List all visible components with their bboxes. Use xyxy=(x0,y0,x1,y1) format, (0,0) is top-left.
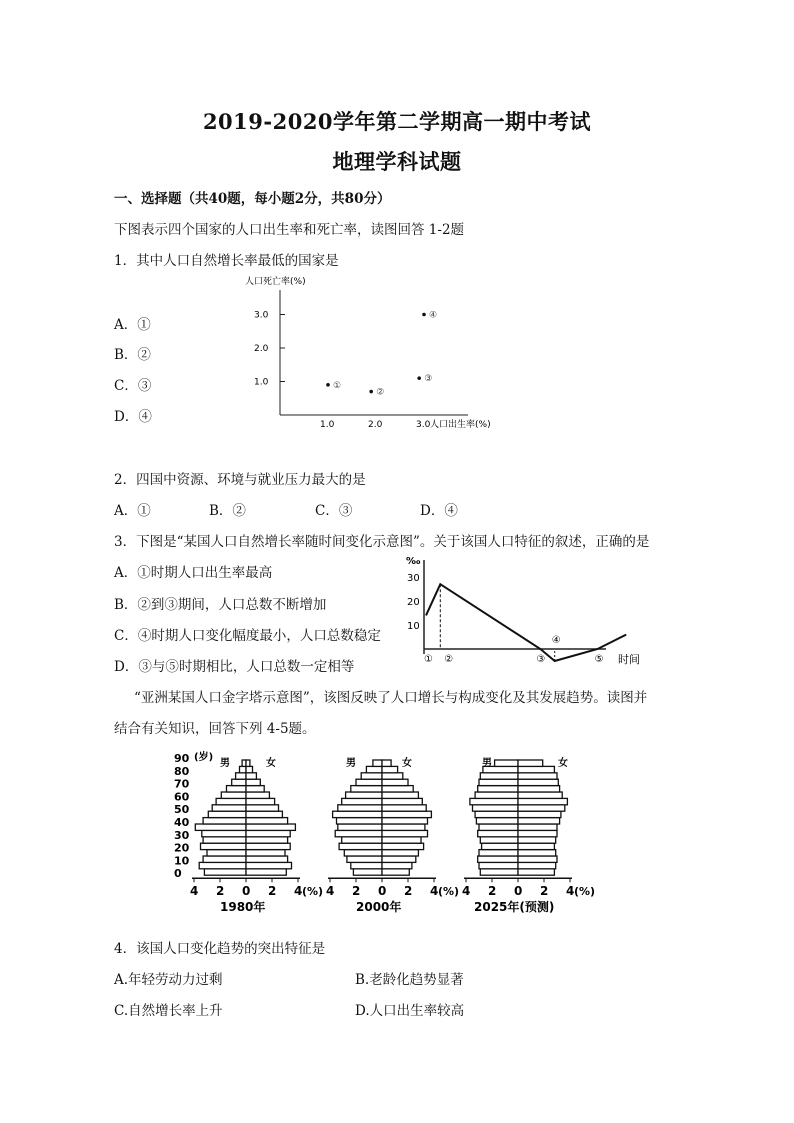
pyramid-male-bar xyxy=(475,792,518,798)
pyramid-female-bar xyxy=(518,786,560,792)
chart3-age-tick: 80 xyxy=(174,764,190,778)
pyramid-x-tick-label: 2 xyxy=(216,884,225,899)
chart3-age-tick: 60 xyxy=(174,790,190,804)
q4-option-b[interactable]: B.老龄化趋势显著 xyxy=(355,972,464,988)
q1-stem: 1．其中人口自然增长率最低的国家是 xyxy=(114,253,339,269)
pyramid-male-bar xyxy=(221,792,246,798)
pyramid-female-bar xyxy=(518,869,554,875)
pyramid-male-label: 男 xyxy=(346,758,356,769)
pyramid-male-bar xyxy=(347,856,382,862)
pyramid-female-bar xyxy=(246,830,290,836)
pyramid-female-bar xyxy=(246,843,290,849)
pyramid-female-bar xyxy=(518,830,557,836)
pyramid-male-bar xyxy=(203,856,246,862)
q3-option-b[interactable]: B．②到③期间，人口总数不断增加 xyxy=(114,597,327,613)
q3-option-d[interactable]: D．③与⑤时期相比，人口总数一定相等 xyxy=(114,659,355,675)
chart2-point-label: ① xyxy=(424,654,433,665)
pyramid-female-label: 女 xyxy=(402,758,412,769)
pyramid-female-bar xyxy=(382,824,425,830)
pyramid-female-bar xyxy=(382,837,421,843)
pyramid-female-bar xyxy=(518,760,543,766)
exam-title: 2019-2020学年第二学期高一期中考试 xyxy=(202,109,592,134)
pyramid-male-bar xyxy=(335,830,382,836)
pyramid-female-bar xyxy=(246,786,264,792)
pyramid-female-bar xyxy=(518,824,557,830)
exam-subtitle: 地理学科试题 xyxy=(332,149,462,174)
pyramid-female-bar xyxy=(518,805,565,811)
q4-option-d[interactable]: D.人口出生率较高 xyxy=(355,1003,465,1019)
pyramid-x-tick-label: 2 xyxy=(268,884,277,899)
chart3-age-tick: 20 xyxy=(174,841,190,855)
pyramid-male-bar xyxy=(240,766,247,772)
population-pyramids-chart xyxy=(166,748,612,916)
pyramid-x-tick-label: 2 xyxy=(488,884,497,899)
chart1-ytick-label: 2.0 xyxy=(254,344,269,354)
pyramid-male-bar xyxy=(480,837,518,843)
pyramid-male-bar xyxy=(476,818,518,824)
pyramid-female-bar xyxy=(382,792,418,798)
chart1-point xyxy=(422,313,426,317)
chart2-point-label: ④ xyxy=(551,635,561,646)
chart2-point-label: ⑤ xyxy=(594,654,604,665)
birth-death-scatter-chart xyxy=(240,272,530,432)
pyramid-x-tick-label: 4 xyxy=(462,884,471,899)
pyramid-female-bar xyxy=(382,856,416,862)
pyramid-male-bar xyxy=(236,773,246,779)
pyramid-male-bar xyxy=(480,869,518,875)
chart3-age-tick: 0 xyxy=(174,867,182,881)
chart2-ytick-label: 10 xyxy=(407,621,420,632)
pyramid-x-tick-label: 4 xyxy=(566,884,575,899)
pyramid-female-bar xyxy=(518,792,562,798)
pyramid-female-bar xyxy=(382,830,428,836)
chart3-age-tick: 40 xyxy=(174,816,190,829)
chart3-age-tick: 30 xyxy=(174,828,190,842)
chart1-ytick-label: 1.0 xyxy=(254,377,269,388)
intro-4-5-line1: “亚洲某国人口金字塔示意图”，该图反映了人口增长与构成变化及其发展趋势。读图并 xyxy=(134,690,648,706)
pyramid-x-unit: (%) xyxy=(574,885,596,899)
pyramid-caption: 1980年 xyxy=(220,900,266,915)
chart2-point-label: ③ xyxy=(536,654,546,665)
pyramid-female-bar xyxy=(382,805,426,811)
pyramid-male-bar xyxy=(216,798,246,804)
q2-option-d[interactable]: D．④ xyxy=(420,503,458,519)
pyramid-female-bar xyxy=(382,811,431,817)
pyramid-female-bar xyxy=(382,869,409,875)
pyramid-female-bar xyxy=(246,837,288,843)
pyramid-male-bar xyxy=(479,779,518,785)
chart2-ylabel: ‰ xyxy=(406,556,421,567)
chart1-point-label: ① xyxy=(333,380,342,391)
chart3-age-unit: (岁) xyxy=(194,752,214,763)
pyramid-male-bar xyxy=(338,824,382,830)
pyramid-male-bar xyxy=(495,760,518,766)
pyramid-male-label: 男 xyxy=(482,758,492,769)
pyramid-female-bar xyxy=(518,856,557,862)
pyramid-male-bar xyxy=(195,824,246,830)
chart2-point-label: ② xyxy=(444,654,454,665)
chart3-age-tick: 10 xyxy=(174,854,190,868)
pyramid-x-tick-label: 2 xyxy=(540,884,549,899)
pyramid-male-bar xyxy=(475,811,518,817)
chart1-ytick-label: 3.0 xyxy=(254,310,269,321)
pyramid-female-bar xyxy=(246,760,250,766)
pyramid-male-bar xyxy=(342,837,382,843)
pyramid-male-bar xyxy=(353,869,382,875)
pyramid-male-bar xyxy=(478,856,518,862)
pyramid-male-bar xyxy=(480,773,518,779)
pyramid-female-bar xyxy=(518,843,554,849)
pyramid-x-unit: (%) xyxy=(302,885,324,899)
pyramid-x-tick-label: 4 xyxy=(326,884,335,899)
pyramid-male-bar xyxy=(207,850,246,856)
pyramid-female-bar xyxy=(518,773,557,779)
pyramid-female-bar xyxy=(518,766,554,772)
pyramid-female-bar xyxy=(382,766,398,772)
pyramid-female-bar xyxy=(382,773,403,779)
chart2-ytick-label: 30 xyxy=(407,573,420,584)
pyramid-female-bar xyxy=(246,811,282,817)
pyramid-female-bar xyxy=(246,773,256,779)
pyramid-x-tick-label: 0 xyxy=(514,884,523,899)
pyramid-male-bar xyxy=(478,786,518,792)
pyramid-male-bar xyxy=(227,786,247,792)
chart1-xtick-label: 1.0 xyxy=(320,420,335,430)
chart1-point-label: ④ xyxy=(429,310,438,321)
pyramid-male-bar xyxy=(470,798,518,804)
pyramid-male-bar xyxy=(199,862,246,868)
pyramid-female-bar xyxy=(518,862,556,868)
pyramid-female-label: 女 xyxy=(558,758,568,769)
pyramid-male-bar xyxy=(338,805,382,811)
pyramid-male-bar xyxy=(208,811,246,817)
pyramid-female-label: 女 xyxy=(266,758,276,769)
pyramid-caption: 2000年 xyxy=(356,900,402,915)
pyramid-x-tick-label: 4 xyxy=(294,884,303,899)
chart1-point xyxy=(417,376,421,380)
pyramid-female-bar xyxy=(382,798,422,804)
natural-growth-line-chart xyxy=(398,550,648,672)
pyramid-female-bar xyxy=(246,798,275,804)
pyramid-male-bar xyxy=(203,837,246,843)
pyramid-male-bar xyxy=(366,766,382,772)
pyramid-male-bar xyxy=(201,843,247,849)
q3-stem: 3．下图是“某国人口自然增长率随时间变化示意图”。关于该国人口特征的叙述，正确的是 xyxy=(114,534,650,550)
pyramid-female-bar xyxy=(382,818,428,824)
pyramid-male-bar xyxy=(232,779,246,785)
chart1-point-label: ③ xyxy=(424,374,433,385)
q2-option-b[interactable]: B．② xyxy=(209,503,246,519)
pyramid-female-bar xyxy=(518,818,560,824)
pyramid-x-tick-label: 2 xyxy=(404,884,413,899)
pyramid-male-bar xyxy=(339,843,382,849)
q1-option-a[interactable]: A．① xyxy=(114,317,151,333)
pyramid-male-bar xyxy=(202,830,246,836)
pyramid-male-bar xyxy=(333,811,382,817)
pyramid-female-bar xyxy=(382,779,408,785)
pyramid-female-bar xyxy=(246,792,269,798)
q3-option-a[interactable]: A．①时期人口出生率最高 xyxy=(114,565,273,581)
pyramid-female-bar xyxy=(246,856,288,862)
pyramid-female-bar xyxy=(382,786,413,792)
pyramid-female-bar xyxy=(246,850,285,856)
chart1-xtick-label: 2.0 xyxy=(368,420,383,430)
pyramid-male-bar xyxy=(337,818,383,824)
q1-option-b[interactable]: B．② xyxy=(114,347,151,363)
pyramid-x-tick-label: 4 xyxy=(430,884,439,899)
pyramid-male-bar xyxy=(212,805,246,811)
pyramid-female-bar xyxy=(518,779,558,785)
chart1-point xyxy=(369,390,373,394)
q2-stem: 2．四国中资源、环境与就业压力最大的是 xyxy=(114,472,366,488)
pyramid-male-label: 男 xyxy=(220,758,230,769)
pyramid-female-bar xyxy=(246,766,253,772)
pyramid-male-bar xyxy=(479,824,518,830)
pyramid-male-bar xyxy=(351,862,382,868)
pyramid-male-bar xyxy=(479,862,518,868)
q4-option-a[interactable]: A.年轻劳动力过剩 xyxy=(114,972,223,988)
chart3-age-tick: 70 xyxy=(174,777,190,791)
chart1-xtick-label: 3.0 xyxy=(416,420,431,430)
pyramid-female-bar xyxy=(246,818,288,824)
q2-option-a[interactable]: A．① xyxy=(114,503,151,519)
q3-option-c[interactable]: C．④时期人口变化幅度最小，人口总数稳定 xyxy=(114,628,381,644)
q4-option-c[interactable]: C.自然增长率上升 xyxy=(114,1003,223,1019)
pyramid-male-bar xyxy=(346,792,382,798)
chart1-ylabel: 人口死亡率(%) xyxy=(245,277,306,287)
intro-4-5-line2: 结合有关知识，回答下列 4-5题。 xyxy=(114,721,316,737)
q1-option-c[interactable]: C．③ xyxy=(114,378,152,394)
pyramid-x-tick-label: 2 xyxy=(352,884,361,899)
pyramid-female-bar xyxy=(518,798,567,804)
pyramid-x-tick-label: 0 xyxy=(242,884,251,899)
chart2-xlabel: 时间 xyxy=(618,653,640,666)
pyramid-male-bar xyxy=(361,773,382,779)
pyramid-female-bar xyxy=(246,779,260,785)
intro-1-2: 下图表示四个国家的人口出生率和死亡率，读图回答 1-2题 xyxy=(114,222,465,238)
q1-option-d[interactable]: D．④ xyxy=(114,409,152,425)
pyramid-caption: 2025年(预测) xyxy=(474,900,555,915)
pyramid-male-bar xyxy=(473,805,519,811)
pyramid-male-bar xyxy=(342,798,382,804)
section-heading: 一、选择题（共40题，每小题2分，共80分） xyxy=(114,191,391,207)
pyramid-female-bar xyxy=(246,824,295,830)
pyramid-male-bar xyxy=(344,850,382,856)
chart1-xlabel: 人口出生率(%) xyxy=(430,420,491,430)
chart1-point xyxy=(326,383,330,387)
pyramid-female-bar xyxy=(382,862,412,868)
pyramid-female-bar xyxy=(246,869,286,875)
pyramid-x-unit: (%) xyxy=(438,885,460,899)
pyramid-x-tick-label: 0 xyxy=(378,884,387,899)
pyramid-x-tick-label: 4 xyxy=(190,884,199,899)
q2-option-c[interactable]: C．③ xyxy=(315,503,353,519)
chart3-age-tick: 50 xyxy=(174,803,190,817)
pyramid-female-bar xyxy=(382,843,424,849)
pyramid-female-bar xyxy=(246,862,292,868)
chart3-age-tick: 90 xyxy=(174,752,190,765)
chart2-ytick-label: 20 xyxy=(407,597,420,608)
pyramid-female-bar xyxy=(518,837,556,843)
pyramid-female-bar xyxy=(382,850,418,856)
chart1-point-label: ② xyxy=(376,387,385,398)
pyramid-male-bar xyxy=(351,786,382,792)
pyramid-male-bar xyxy=(482,843,518,849)
pyramid-male-bar xyxy=(356,779,382,785)
pyramid-male-bar xyxy=(203,818,246,824)
pyramid-male-bar xyxy=(204,869,246,875)
pyramid-female-bar xyxy=(246,805,279,811)
pyramid-male-bar xyxy=(479,850,518,856)
q4-stem: 4．该国人口变化趋势的突出特征是 xyxy=(114,941,326,957)
pyramid-male-bar xyxy=(478,830,518,836)
pyramid-female-bar xyxy=(382,760,391,766)
pyramid-female-bar xyxy=(518,811,561,817)
pyramid-female-bar xyxy=(518,850,556,856)
pyramid-male-bar xyxy=(373,760,382,766)
